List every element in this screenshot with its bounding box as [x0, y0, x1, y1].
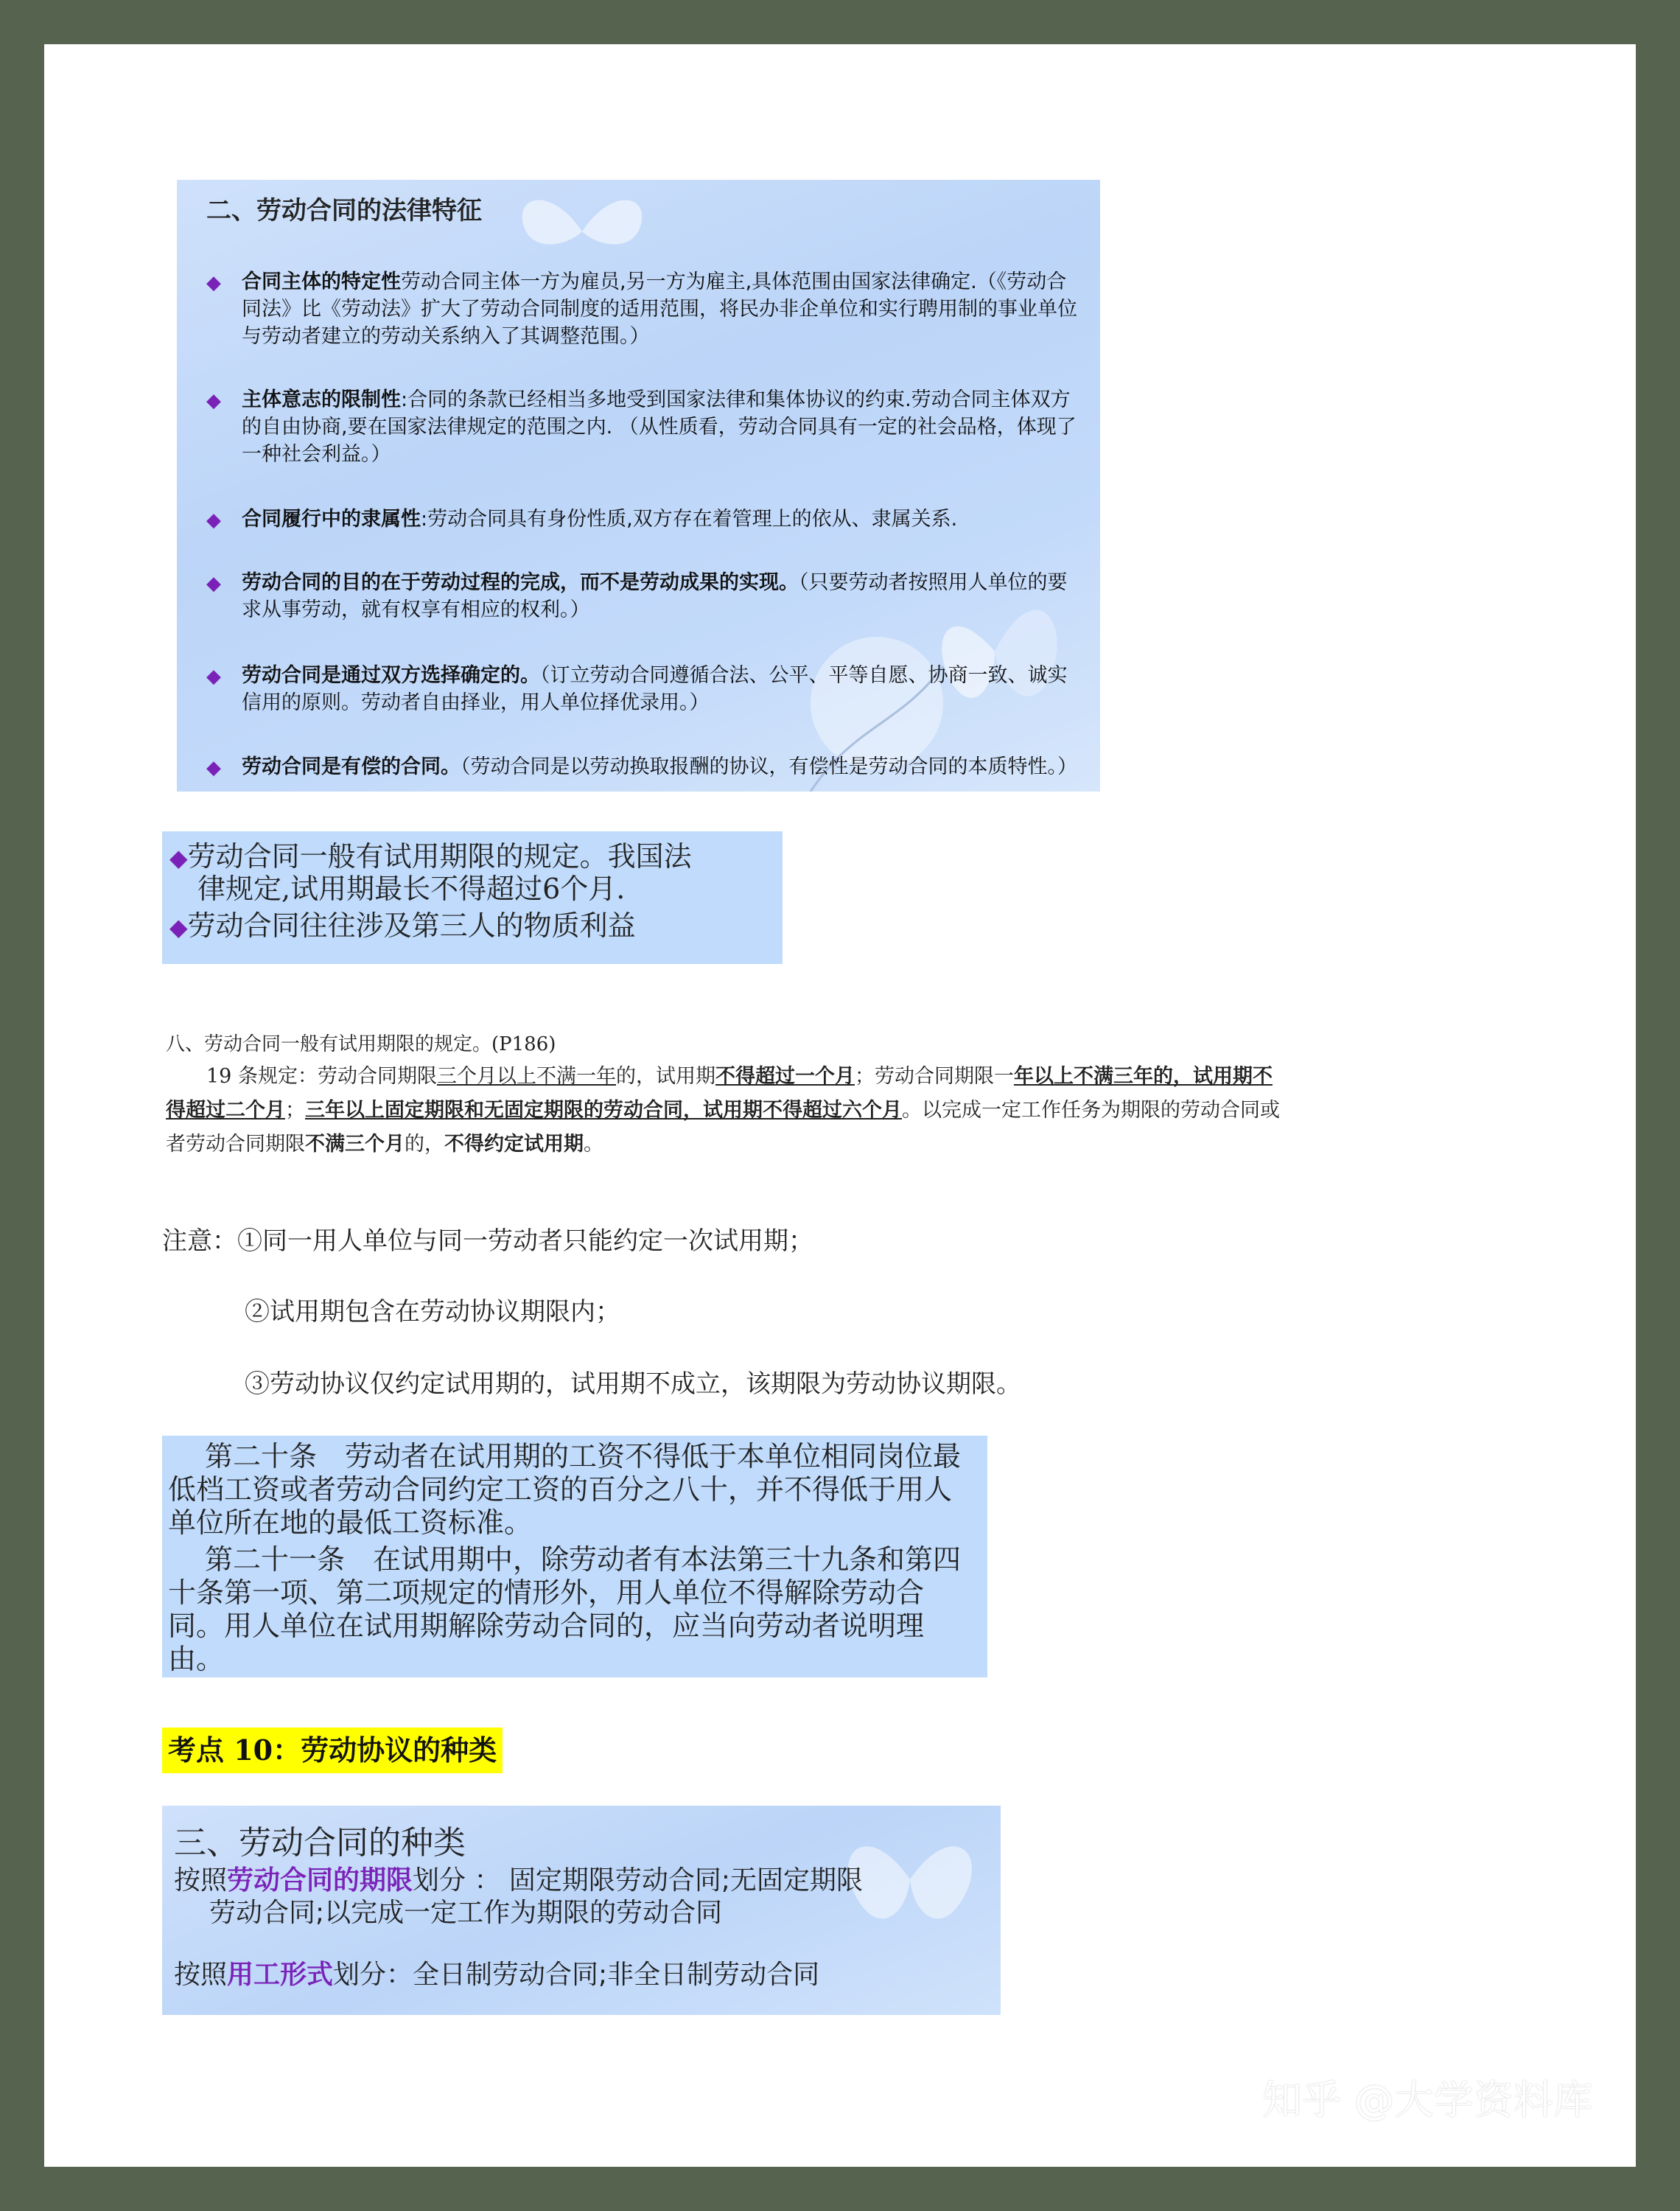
- type-by-employment-form: 按照用工形式划分：全日制劳动合同;非全日制劳动合同: [174, 1960, 820, 1990]
- feature-item: [206, 386, 1085, 468]
- feature-desc: 劳动合同主体一方为雇员,另一方为雇主,具体范围由国家法律确定.（《劳动合同法》比《劳动法》扩大了劳动合同制度的适用范围，将民办非企单位和实行聘用制的事业单位与劳动者建立的劳动关系纳入了其调整范围。）: [242, 270, 1077, 348]
- feature-name: 劳动合同是有偿的合同。: [242, 755, 461, 778]
- diamond-bullet-icon: ◆: [206, 757, 221, 779]
- feature-item: [206, 268, 1085, 350]
- note-line-2: ②试用期包含在劳动协议期限内；: [245, 1297, 620, 1327]
- probation-rule-paragraph: 19 条规定：劳动合同期限三个月以上不满一年的，试用期不得超过一个月；劳动合同期限一年以上不满三年的，试用期不得超过二个月；三年以上固定期限和无固定期限的劳动合同，试用期不得超过六个月。以完成一定工作任务为期限的劳动合同或者劳动合同期限不满三个月的，不得约定试用期。: [166, 1065, 1280, 1156]
- slide-probation-summary: [162, 831, 783, 964]
- slide-title: 二、劳动合同的法律特征: [206, 196, 482, 226]
- feature-name: 合同主体的特定性: [242, 270, 401, 293]
- feature-name: 劳动合同的目的在于劳动过程的完成，而不是劳动成果的实现。: [242, 571, 799, 594]
- feature-item: [206, 753, 1085, 780]
- butterfly-decoration-icon: [501, 180, 663, 283]
- feature-desc: :劳动合同具有身份性质,双方存在着管理上的依从、隶属关系.: [421, 508, 958, 531]
- feature-name: 合同履行中的隶属性: [242, 508, 421, 531]
- document-page: [44, 44, 1636, 2167]
- feature-desc: （只要劳动者按照用人单位的要求从事劳动，就有权享有相应的权利。）: [242, 571, 1068, 621]
- watermark: 知乎 @大学资料库: [1261, 2077, 1593, 2123]
- note-line-3: ③劳动协议仅约定试用期的，试用期不成立，该期限为劳动协议期限。: [245, 1369, 1021, 1399]
- feature-item: [206, 506, 1085, 533]
- article-20: 第二十条 劳动者在试用期的工资不得低于本单位相同岗位最低档工资或者劳动合同约定工资的百分之八十，并不得低于用人单位所在地的最低工资标准。: [168, 1440, 962, 1539]
- summary-line: ◆劳动合同一般有试用期限的规定。我国法: [169, 840, 692, 873]
- diamond-bullet-icon: ◆: [206, 573, 221, 595]
- slide-legal-features: [177, 180, 1100, 792]
- summary-line: 律规定,试用期最长不得超过6个月.: [197, 873, 626, 905]
- diamond-bullet-icon: ◆: [206, 509, 221, 531]
- slide-contract-types: [162, 1806, 1001, 2015]
- exam-point-heading: 考点 10：劳动协议的种类: [162, 1728, 503, 1773]
- summary-line: ◆劳动合同往往涉及第三人的物质利益: [169, 909, 636, 942]
- slide-articles-20-21: [162, 1436, 987, 1677]
- section-heading: 八、劳动合同一般有试用期限的规定。(P186): [166, 1033, 556, 1055]
- feature-item: [206, 662, 1085, 716]
- feature-name: 劳动合同是通过双方选择确定的。: [242, 664, 540, 687]
- diamond-bullet-icon: ◆: [169, 913, 188, 941]
- feature-item: [206, 569, 1085, 624]
- article-21: 第二十一条 在试用期中，除劳动者有本法第三十九条和第四十条第一项、第二项规定的情形外，用人单位不得解除劳动合同。用人单位在试用期解除劳动合同的，应当向劳动者说明理由。: [168, 1543, 962, 1675]
- feature-name: 主体意志的限制性: [242, 388, 401, 411]
- feature-desc: :合同的条款已经相当多地受到国家法律和集体协议的约束.劳动合同主体双方的自由协商,要在国家法律规定的范围之内. （从性质看，劳动合同具有一定的社会品格，体现了一种社会利益。）: [242, 388, 1077, 466]
- diamond-bullet-icon: ◆: [169, 844, 188, 872]
- feature-desc: （劳动合同是以劳动换取报酬的协议，有偿性是劳动合同的本质特性。）: [461, 755, 1077, 778]
- diamond-bullet-icon: ◆: [206, 390, 221, 412]
- type-by-term: 按照劳动合同的期限划分 ： 固定期限劳动合同;无固定期限 劳动合同;以完成一定工作为期限的劳动合同: [174, 1865, 864, 1928]
- feature-desc: （订立劳动合同遵循合法、公平、平等自愿、协商一致、诚实信用的原则。劳动者自由择业，用人单位择优录用。）: [242, 664, 1068, 714]
- slide-title: 三、劳动合同的种类: [174, 1824, 466, 1862]
- diamond-bullet-icon: ◆: [206, 272, 221, 294]
- diamond-bullet-icon: ◆: [206, 666, 221, 688]
- note-line-1: 注意：①同一用人单位与同一劳动者只能约定一次试用期；: [162, 1226, 813, 1256]
